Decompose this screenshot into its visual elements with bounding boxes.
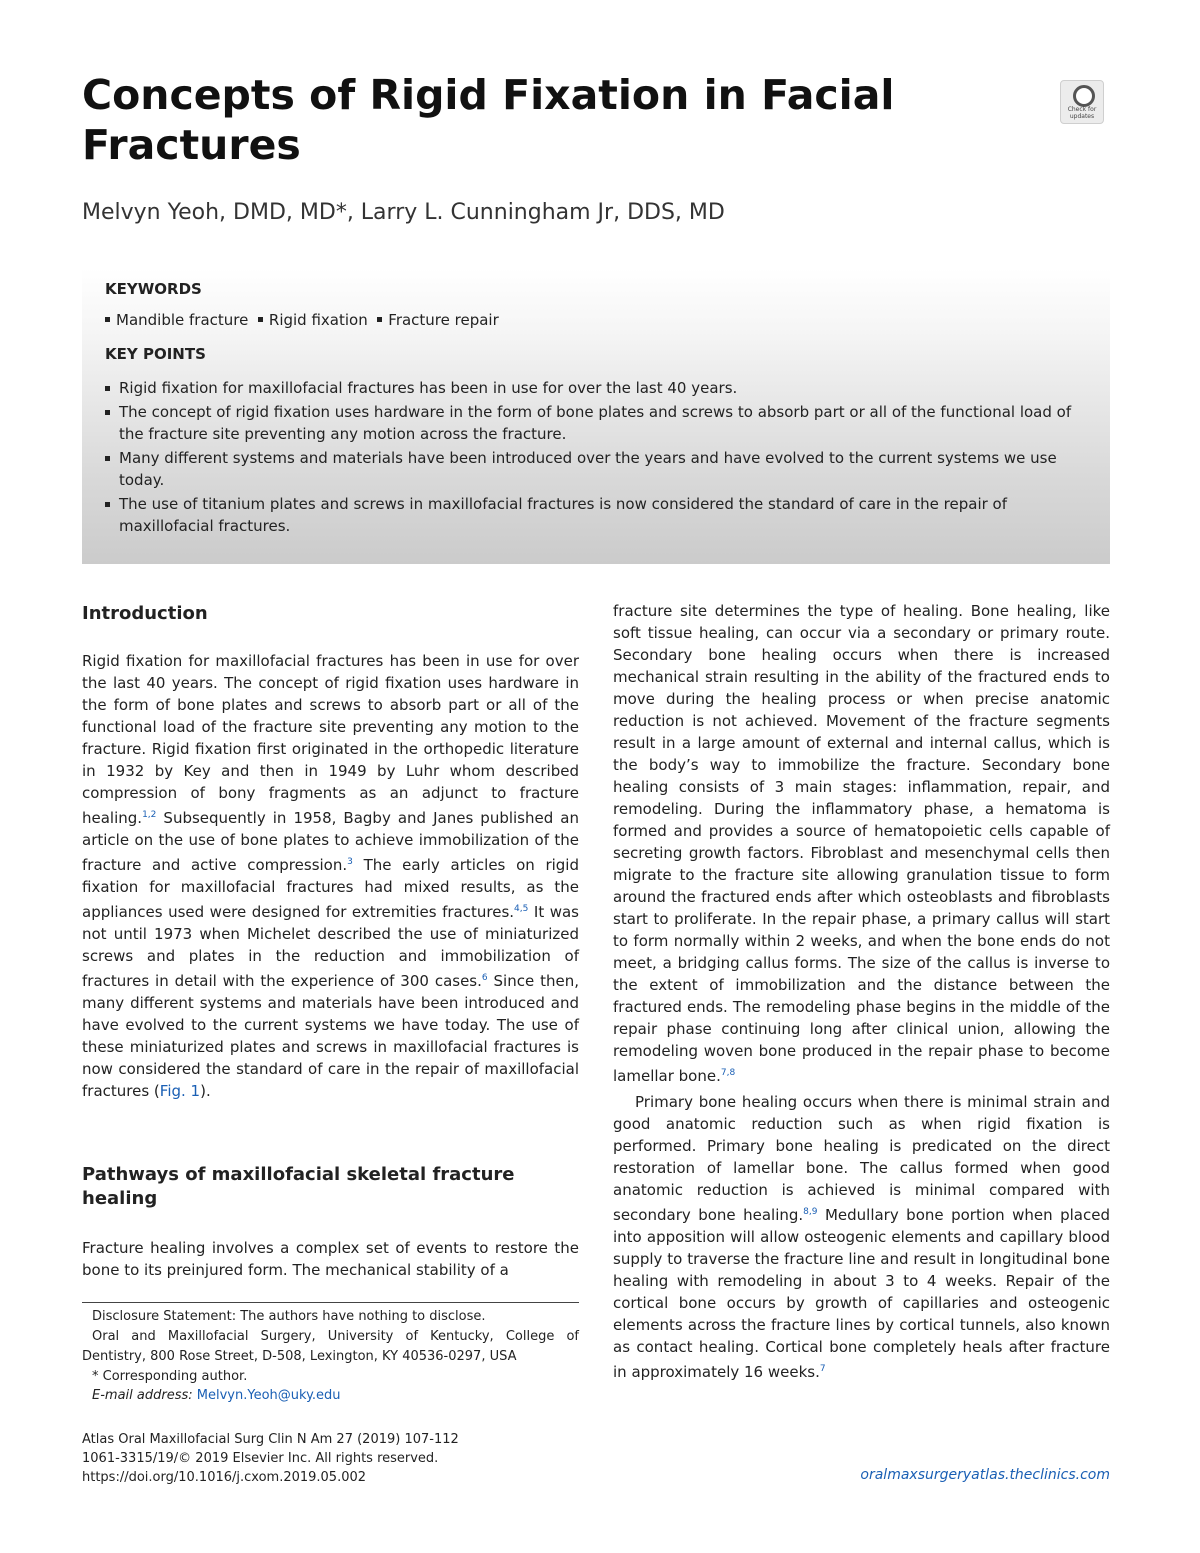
figure-link[interactable]: Fig. 1: [159, 1082, 201, 1100]
paragraph-text: Since then, many different systems and materials have been introduced and have evolved to the current systems we have today. The use of these miniaturized plates and screws in maxillofacial fractures is now considered the standard of care in the repair of maxillofacial fractures (: [82, 972, 579, 1100]
citation-link[interactable]: 7,8: [720, 1068, 736, 1078]
key-points-list: [105, 377, 1090, 539]
right-column-text: [613, 600, 1110, 1383]
key-point: The concept of rigid fixation uses hardware in the form of bone plates and screws to absorb part or all of the functional load of the fracture site preventing any motion across the fracture.: [105, 401, 1090, 445]
citation-link[interactable]: 3: [347, 857, 353, 867]
key-points-heading: KEY POINTS: [105, 345, 206, 363]
paragraph-text: The early articles on rigid fixation for maxillofacial fractures had mixed results, as the appliances used were designed for extremities fractures.: [82, 856, 579, 921]
keyword: Rigid fixation: [268, 311, 368, 329]
citation-link[interactable]: 1,2: [142, 810, 157, 820]
keywords-heading: KEYWORDS: [105, 280, 202, 298]
disclosure-statement: Disclosure Statement: The authors have nothing to disclose.: [92, 1309, 486, 1324]
keyword: Fracture repair: [388, 311, 499, 329]
citation-link[interactable]: 7: [819, 1364, 826, 1374]
introduction-text: [82, 650, 579, 1102]
citation-link[interactable]: 8,9: [803, 1207, 818, 1217]
paragraph-text: ).: [200, 1082, 211, 1100]
introduction-heading: Introduction: [82, 603, 208, 624]
copyright-line: 1061-3315/19/© 2019 Elsevier Inc. All rights reserved.: [82, 1451, 439, 1466]
paragraph-text: fracture site determines the type of healing. Bone healing, like soft tissue healing, can occur via a secondary or primary route. Secondary bone healing occurs when there is increased mechanical strain resulting in the ability of the fractured ends to move during the healing process or when precise anatomic reduction is not achieved. Movement of the fracture segments result in a large amount of external and internal callus, which is the body’s way to immobilize the fracture. Secondary bone healing consists of 3 main stages: inflammation, repair, and remodeling. During the inflammatory phase, a hematoma is formed and provides a source of hematopoietic cells capable of secreting growth factors. Fibroblast and mesenchymal cells then migrate to the fracture site allowing granulation tissue to form around the fractured ends after which osteoblasts and fibroblasts start to proliferate. In the repair phase, a primary callus will start to form normally within 2 weeks, and when the bone ends do not meet, a bridging callus forms. The size of the callus is inverse to the extent of immobilization and the distance between the fractured ends. The remodeling phase begins in the middle of the repair phase continuing long after clinical union, allowing the remodeling woven bone produced in the repair phase to become lamellar bone.: [613, 602, 1110, 1085]
bullet-icon: [258, 317, 263, 322]
affiliation: Oral and Maxillofacial Surgery, University of Kentucky, College of Dentistry, 800 Rose Street, D-508, Lexington, KY 40536-0297, USA: [82, 1329, 579, 1364]
paragraph-text: Primary bone healing occurs when there is minimal strain and good anatomic reduction such as when rigid fixation is performed. Primary bone healing is predicated on the direct restoration of lamellar bone. The callus formed when good anatomic reduction is achieved is minimal compared with secondary bone healing.: [613, 1093, 1110, 1224]
key-point: Many different systems and materials have been introduced over the years and have evolved to the current systems we use today.: [105, 447, 1090, 491]
paragraph-text: Medullary bone portion when placed into apposition will allow osteogenic elements and capillary blood supply to traverse the fracture line and result in longitudinal bone healing with remodeling in about 3 to 4 weeks. Repair of the cortical bone occurs by growth of capillaries and osteogenic elements across the fracture lines by cortical tunnels, also known as contact healing. Cortical bone completely heals after fracture in approximately 16 weeks.: [613, 1206, 1110, 1381]
key-point: Rigid fixation for maxillofacial fractures has been in use for over the last 40 years.: [105, 377, 1090, 399]
author-list: Melvyn Yeoh, DMD, MD*, Larry L. Cunningham Jr, DDS, MD: [82, 200, 725, 225]
footnote-divider: [82, 1302, 579, 1303]
paragraph-text: Rigid fixation for maxillofacial fractures has been in use for over the last 40 years. The concept of rigid fixation uses hardware in the form of bone plates and screws to absorb part or all of the functional load of the fracture site preventing any motion to the fracture. Rigid fixation first originated in the orthopedic literature in 1932 by Key and then in 1949 by Luhr whom described compression of bony fragments as an adjunct to fracture healing.: [82, 652, 579, 827]
corresponding-author-note: * Corresponding author.: [92, 1369, 248, 1384]
keyword: Mandible fracture: [116, 311, 249, 329]
email-label: E-mail address:: [92, 1388, 193, 1403]
citation-link[interactable]: 4,5: [514, 904, 529, 914]
paragraph-text: It was not until 1973 when Michelet described the use of miniaturized screws and plates in the reduction and immobilization of fractures in detail with the experience of 300 cases.: [82, 903, 579, 990]
bullet-icon: [377, 317, 382, 322]
paragraph-text: Subsequently in 1958, Bagby and Janes published an article on the use of bone plates to achieve immobilization of the fracture and active compression.: [82, 809, 579, 874]
journal-citation: Atlas Oral Maxillofacial Surg Clin N Am 27 (2019) 107-112: [82, 1432, 459, 1447]
pathways-heading: Pathways of maxillofacial skeletal fracture healing: [82, 1164, 515, 1209]
pathways-text: [82, 1237, 579, 1281]
doi-link[interactable]: https://doi.org/10.1016/j.cxom.2019.05.002: [82, 1470, 367, 1485]
crossmark-icon: [1073, 85, 1095, 107]
crossmark-label: Check for updates: [1067, 106, 1097, 120]
check-for-updates-badge[interactable]: [1060, 80, 1104, 124]
email-line: [82, 1386, 579, 1406]
bullet-icon: [105, 317, 110, 322]
paragraph-text: Fracture healing involves a complex set of events to restore the bone to its preinjured form. The mechanical stability of a: [82, 1239, 579, 1279]
email-link[interactable]: Melvyn.Yeoh@uky.edu: [196, 1388, 341, 1403]
article-title: Concepts of Rigid Fixation in Facial Fractures: [82, 71, 895, 169]
citation-link[interactable]: 6: [481, 973, 488, 983]
key-point: The use of titanium plates and screws in maxillofacial fractures is now considered the standard of care in the repair of maxillofacial fractures.: [105, 493, 1090, 537]
keywords-list: [105, 311, 499, 329]
journal-website-link[interactable]: oralmaxsurgeryatlas.theclinics.com: [860, 1467, 1110, 1483]
